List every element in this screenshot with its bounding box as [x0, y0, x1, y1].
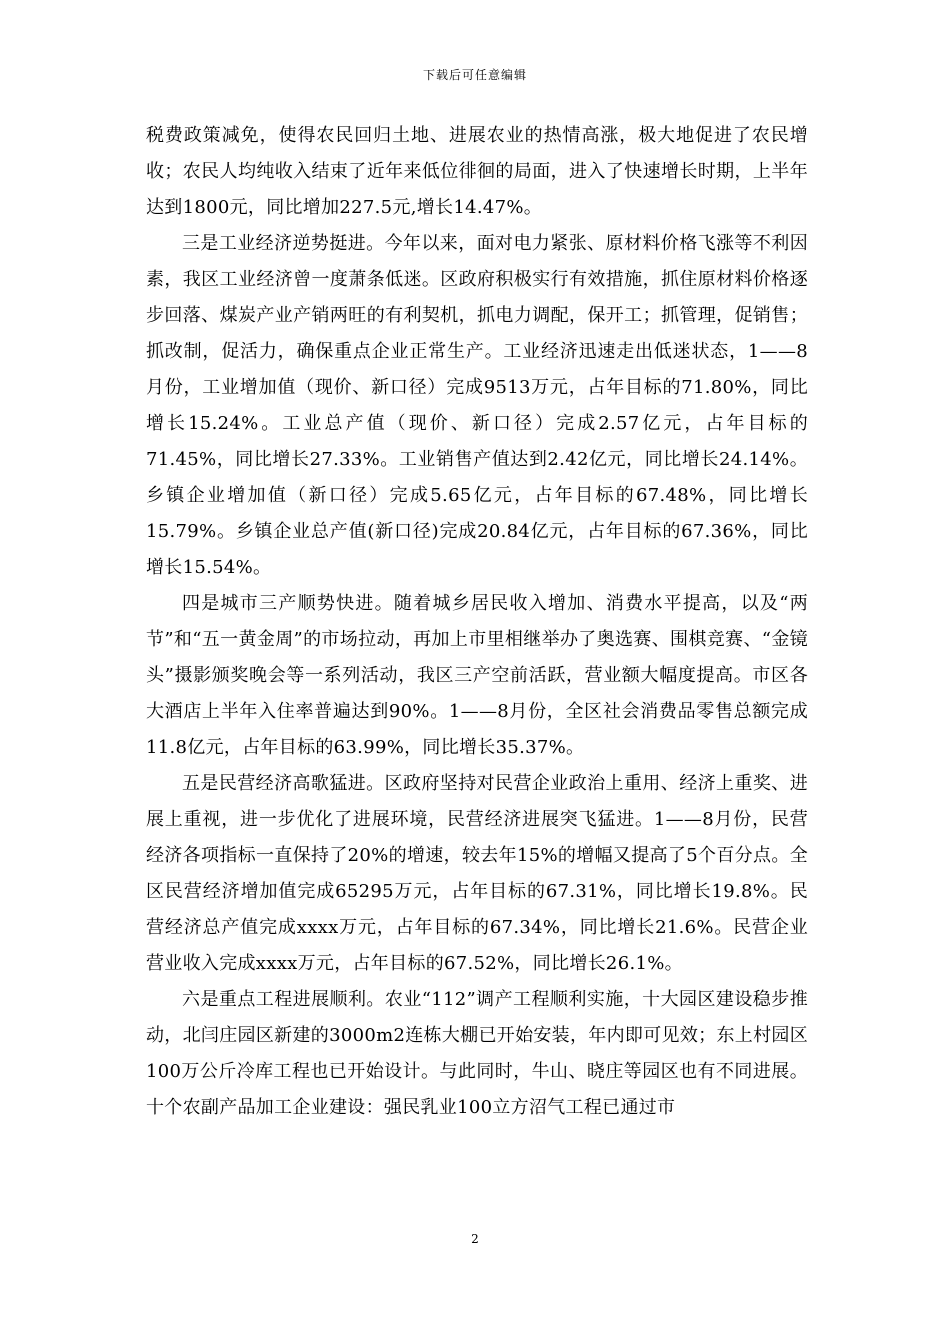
paragraph-urban-tertiary: 四是城市三产顺势快进。随着城乡居民收入增加、消费水平提高，以及“两节”和“五一黄金周”的市场拉动，再加上市里相继举办了奥选赛、围棋竞赛、“金镜头”摄影颁奖晚会等一系列活动，我区三产空前活跃，营业额大幅度提高。市区各大酒店上半年入住率普遍达到90%。1——8月份，全区社会消费品零售总额完成11.8亿元，占年目标的63.99%，同比增长35.37%。 [146, 593, 808, 758]
paragraph-private-economy: 五是民营经济高歌猛进。区政府坚持对民营企业政治上重用、经济上重奖、进展上重视，进一步优化了进展环境，民营经济进展突飞猛进。1——8月份，民营经济各项指标一直保持了20%的增速，较去年15%的增幅又提高了5个百分点。全区民营经济增加值完成65295万元，占年目标的67.31%，同比增长19.8%。民营经济总产值完成xxxx万元，占年目标的67.34%，同比增长21.6%。民营企业营业收入完成xxxx万元，占年目标的67.52%，同比增长26.1%。 [146, 773, 808, 974]
paragraph-industrial-economy: 三是工业经济逆势挺进。今年以来，面对电力紧张、原材料价格飞涨等不利因素，我区工业经济曾一度萧条低迷。区政府积极实行有效措施，抓住原材料价格逐步回落、煤炭产业产销两旺的有利契机，抓电力调配，保开工；抓管理，促销售；抓改制，促活力，确保重点企业正常生产。工业经济迅速走出低迷状态，1——8月份，工业增加值（现价、新口径）完成9513万元，占年目标的71.80%，同比增长15.24%。工业总产值（现价、新口径）完成2.57亿元，占年目标的71.45%，同比增长27.33%。工业销售产值达到2.42亿元，同比增长24.14%。乡镇企业增加值（新口径）完成5.65亿元，占年目标的67.48%，同比增长15.79%。乡镇企业总产值(新口径)完成20.84亿元，占年目标的67.36%，同比增长15.54%。 [146, 233, 808, 578]
paragraph-continuation: 税费政策减免，使得农民回归土地、进展农业的热情高涨，极大地促进了农民增收；农民人均纯收入结束了近年来低位徘徊的局面，进入了快速增长时期，上半年达到1800元，同比增加227.5元,增长14.47%。 [146, 125, 808, 218]
page-header: 下载后可任意编辑 [422, 68, 527, 82]
document-body [146, 118, 808, 1126]
page-number: 2 [471, 1232, 479, 1246]
paragraph-key-projects: 六是重点工程进展顺利。农业“112”调产工程顺利实施，十大园区建设稳步推动，北闫庄园区新建的3000m2连栋大棚已开始安装，年内即可见效；东上村园区100万公斤冷库工程也已开始设计。与此同时，牛山、晓庄等园区也有不同进展。十个农副产品加工企业建设：强民乳业100立方沼气工程已通过市 [146, 989, 808, 1118]
